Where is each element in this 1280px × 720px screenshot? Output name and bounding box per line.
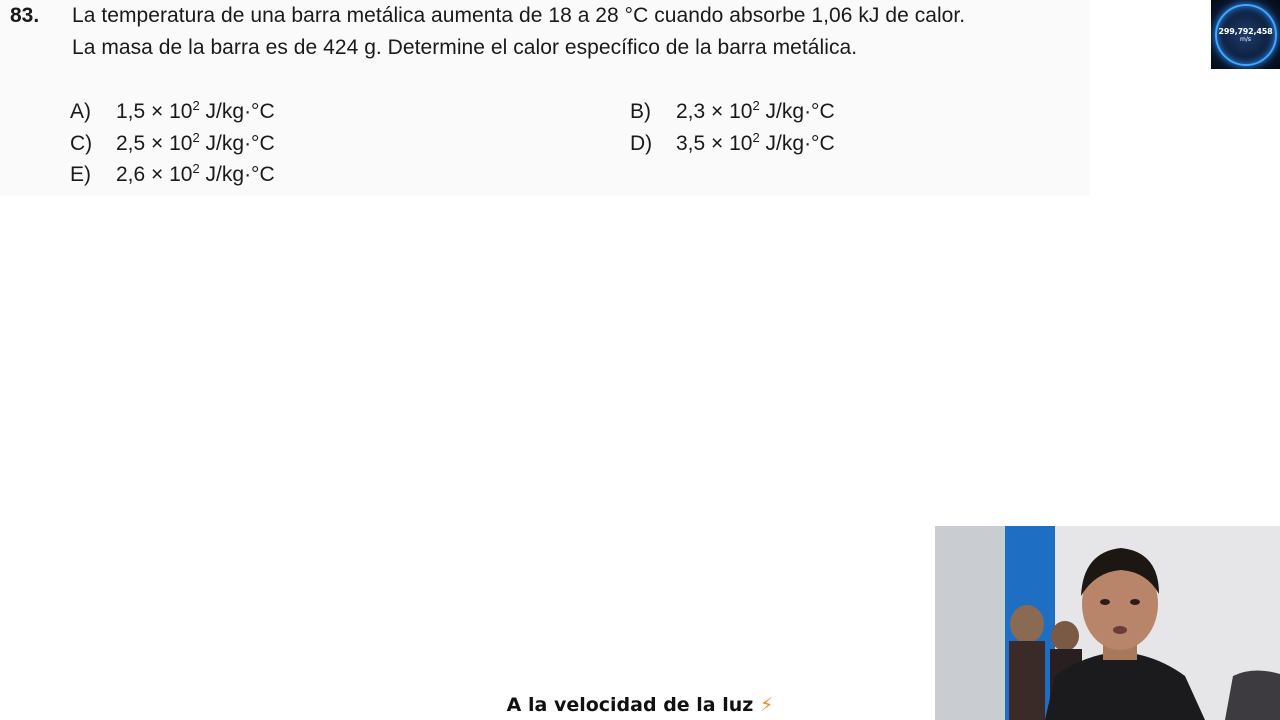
logo-value: 299,792,458 — [1218, 26, 1273, 36]
option-d — [630, 132, 835, 156]
lightning-bolt-icon: ⚡ — [759, 694, 774, 716]
option-unit: J/kg·°C — [199, 100, 275, 123]
question-number: 83. — [10, 4, 40, 27]
option-letter: E) — [70, 163, 91, 186]
option-unit: J/kg·°C — [199, 163, 275, 186]
option-mantissa: 2,6 × 10 — [116, 163, 193, 186]
question-text-line-1: La temperatura de una barra metálica aumenta de 18 a 28 °C cuando absorbe 1,06 kJ de calor. — [72, 4, 966, 27]
option-unit: J/kg·°C — [199, 132, 275, 155]
option-e — [70, 163, 275, 187]
option-b — [630, 100, 835, 124]
problem-area — [0, 0, 1090, 196]
option-c — [70, 132, 275, 156]
option-a — [70, 100, 275, 124]
logo-unit: m/s — [1240, 35, 1251, 43]
option-mantissa: 3,5 × 10 — [676, 132, 753, 155]
question-text-line-2: La masa de la barra es de 424 g. Determine el calor específico de la barra metálica. — [72, 36, 858, 59]
option-letter: B) — [630, 100, 651, 123]
option-letter: A) — [70, 100, 91, 123]
option-exponent: 2 — [752, 130, 760, 145]
option-unit: J/kg·°C — [759, 100, 835, 123]
option-exponent: 2 — [752, 98, 760, 113]
option-exponent: 2 — [192, 98, 200, 113]
caption-text: A la velocidad de la luz — [506, 694, 754, 716]
webcam-feed — [935, 526, 1280, 720]
logo-ring — [1215, 4, 1277, 66]
option-unit: J/kg·°C — [759, 132, 835, 155]
option-letter: D) — [630, 132, 653, 155]
option-mantissa: 2,3 × 10 — [676, 100, 753, 123]
option-mantissa: 2,5 × 10 — [116, 132, 193, 155]
option-letter: C) — [70, 132, 93, 155]
speed-of-light-logo — [1211, 0, 1280, 69]
option-mantissa: 1,5 × 10 — [116, 100, 193, 123]
option-exponent: 2 — [192, 130, 200, 145]
webcam-overlay — [935, 526, 1280, 720]
option-exponent: 2 — [192, 161, 200, 176]
